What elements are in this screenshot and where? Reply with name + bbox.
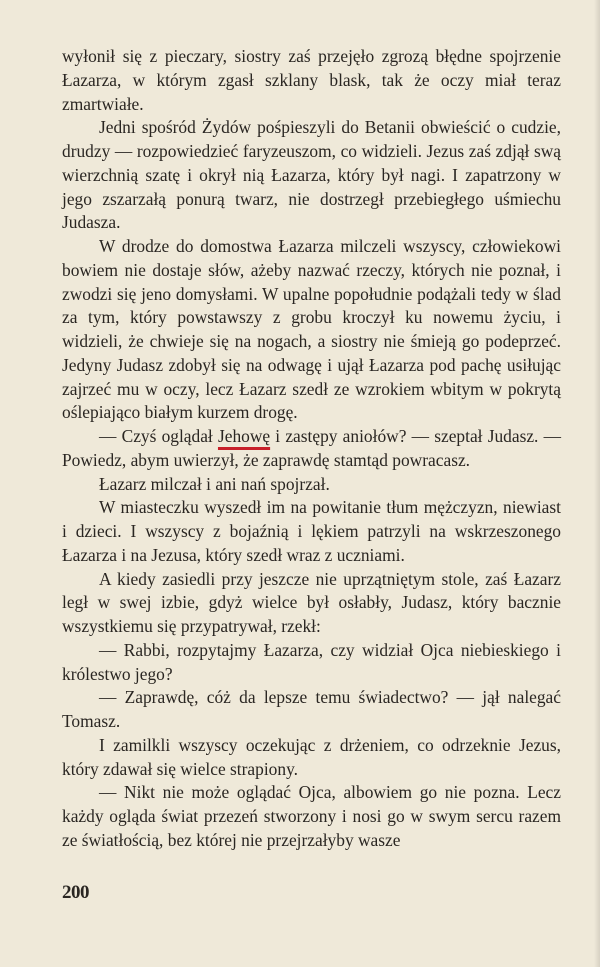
paragraph: — Zaprawdę, cóż da lepsze temu świadectwo? — jął nalegać Tomasz. bbox=[62, 687, 561, 731]
paragraph: I zamilkli wszyscy oczekując z drżeniem, co odrzeknie Jezus, który zdawał się wielce strapiony. bbox=[62, 734, 561, 779]
highlighted-word: Jehowę bbox=[217, 426, 271, 446]
body-text bbox=[62, 45, 561, 853]
paragraph: — Nikt nie może oglądać Ojca, albowiem go nie pozna. Lecz każdy ogląda świat przezeń stworzony i nosi go w swym sercu razem ze światłością, bez której nie przejrzałyby wasze bbox=[62, 782, 561, 850]
paragraph: W miasteczku wyszedł im na powitanie tłum mężczyzn, niewiast i dzieci. I wszyscy z bojaźnią i lękiem patrzyli na wskrzeszonego Łazarza i na Jezusa, który szedł wraz z uczniami. bbox=[62, 497, 561, 565]
paragraph: A kiedy zasiedli przy jeszcze nie uprzątniętym stole, zaś Łazarz legł w swej izbie, gdyż wielce był osłabły, Judasz, który bacznie wszystkiemu się przypatrywał, rzekł: bbox=[62, 568, 561, 636]
page-edge-shadow bbox=[594, 0, 600, 967]
paragraph: Jedni spośród Żydów pośpieszyli do Betanii obwieścić o cudzie, drudzy — rozpowiedzieć faryzeuszom, co widzieli. Jezus zaś zdjął swą wierzchnią szatę i okrył nią Łazarza, który był nagi. I zapatrzony w jego zszarzałą ponurą twarz, nie dostrzegł przebiegłego uśmiechu Judasza. bbox=[62, 117, 561, 233]
paragraph: — Rabbi, rozpytajmy Łazarza, czy widział Ojca niebieskiego i królestwo jego? bbox=[62, 639, 561, 684]
paragraph: Łazarz milczał i ani nań spojrzał. bbox=[99, 473, 330, 494]
text-before-highlight: — Czyś oglądał bbox=[99, 426, 218, 446]
paragraph: W drodze do domostwa Łazarza milczeli wszyscy, człowiekowi bowiem nie dostaje słów, ażeby nazwać rzeczy, których nie poznał, i zwodzi się jeno domysłami. W upalne popołudnie podążali tedy w ślad za tym, który powstawszy z grobu kroczył ku nowemu życiu, i widzieli, że chwieje się na nogach, a siostry nie śmieją go podeprzeć. Jedyny Judasz zdobył się na odwagę i ujął Łazarza pod pachę usiłując zajrzeć mu w oczy, lecz Łazarz szedł ze wzrokiem wbitym w pokrytą oślepiająco białym kurzem drogę. bbox=[62, 236, 561, 423]
paragraph-highlighted bbox=[62, 425, 561, 473]
paragraph: wyłonił się z pieczary, siostry zaś przejęło zgrozą błędne spojrzenie Łazarza, w którym zgasł szklany blask, tak że oczy miał teraz zmartwiałe. bbox=[62, 46, 561, 114]
page-number: 200 bbox=[62, 882, 89, 903]
text-after-highlight: i zastępy aniołów? — szeptał Judasz. — Powiedz, abym uwierzył, że zaprawdę stamtąd powracasz. bbox=[62, 426, 561, 470]
